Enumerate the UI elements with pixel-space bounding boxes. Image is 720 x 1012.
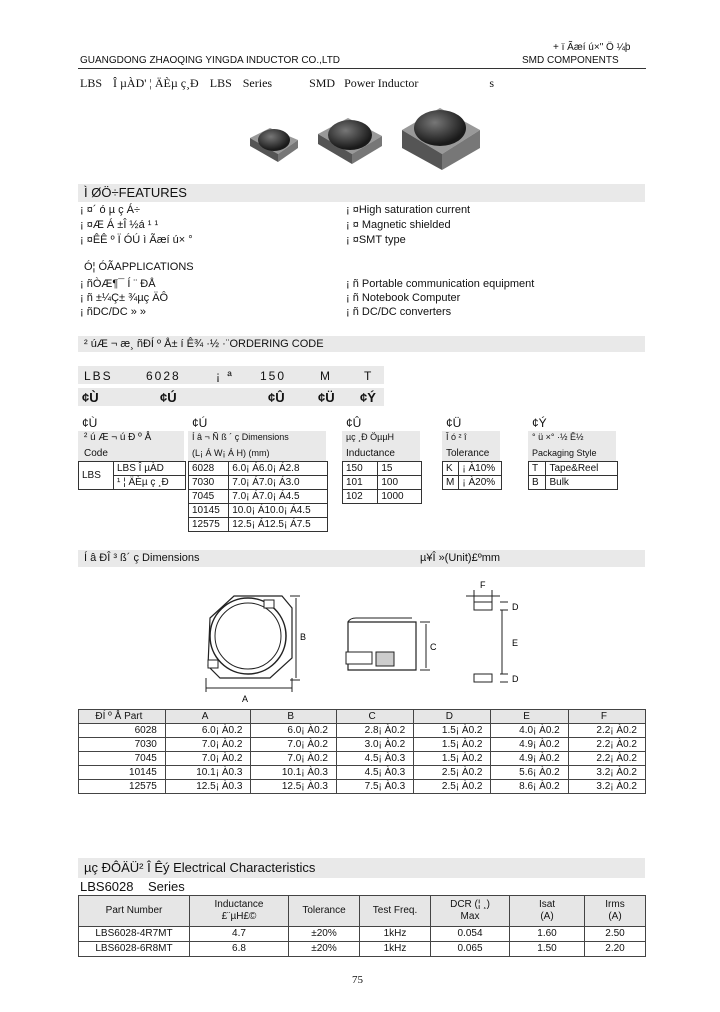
dim-header-part: ÐÍ º Å Part — [79, 710, 166, 724]
dim-cell: 2.2¡ À0.2 — [568, 724, 645, 738]
t5-code: B — [529, 476, 546, 490]
t1-sub: Code — [84, 448, 108, 459]
table-row — [79, 766, 646, 780]
t2-table — [188, 461, 328, 532]
dim-cell: 10145 — [79, 766, 166, 780]
dim-cell: 3.2¡ À0.2 — [568, 780, 645, 794]
ele-cell: LBS6028-6R8MT — [79, 942, 190, 957]
top-view — [206, 596, 300, 692]
ele-cell: 0.054 — [431, 927, 510, 942]
dim-header-b: B — [251, 710, 337, 724]
ele-header-tolerance: Tolerance — [289, 896, 360, 927]
dim-cell: 2.5¡ À0.2 — [414, 766, 491, 780]
dim-cell: 3.2¡ À0.2 — [568, 766, 645, 780]
category-label: SMD COMPONENTS — [522, 55, 619, 66]
features-heading: Ì ØÖ÷FEATURES — [84, 185, 187, 200]
dim-header-d: D — [414, 710, 491, 724]
t4-title: Î ó ² î — [446, 432, 467, 442]
table-row — [79, 752, 646, 766]
label-e: E — [512, 638, 519, 648]
t2-row — [189, 462, 328, 476]
dim-cell: 2.8¡ À0.2 — [336, 724, 413, 738]
app-right-1: ¡ ñ Portable communication equipment — [346, 278, 535, 290]
t4-value: ¡ À20% — [459, 476, 502, 490]
t1-desc1: LBS Î µÀD — [114, 462, 186, 476]
dim-header-a: A — [165, 710, 251, 724]
label-d-bottom: D — [512, 674, 519, 684]
t2-value: 7.0¡ Á7.0¡ Á3.0 — [229, 476, 328, 490]
app-left-2: ¡ ñ ±¼Ç± ¾µç ÄÔ — [80, 292, 169, 304]
table-row — [79, 738, 646, 752]
title-series-word: Series — [242, 76, 273, 90]
t2-value: 10.0¡ Á10.0¡ Á4.5 — [229, 504, 328, 518]
ele-cell: 1kHz — [360, 927, 431, 942]
dim-cell: 1.5¡ À0.2 — [414, 724, 491, 738]
electrical-header-row — [79, 896, 646, 927]
title-series: LBS — [209, 76, 232, 90]
dimension-drawing — [190, 578, 550, 708]
ele-cell: LBS6028-4R7MT — [79, 927, 190, 942]
code-mark-5: ¢Ý — [360, 390, 376, 405]
ele-cell: ±20% — [289, 927, 360, 942]
code-part-tolerance: M — [320, 369, 332, 383]
ele-cell: 6.8 — [190, 942, 289, 957]
dim-cell: 10.1¡ À0.3 — [251, 766, 337, 780]
ele-header-part: Part Number — [79, 896, 190, 927]
dim-cell: 7030 — [79, 738, 166, 752]
label-f: F — [480, 580, 486, 590]
dim-cell: 3.0¡ À0.2 — [336, 738, 413, 752]
dim-cell: 1.5¡ À0.2 — [414, 738, 491, 752]
t3-header — [342, 431, 420, 461]
t2-value: 7.0¡ Á7.0¡ Á4.5 — [229, 490, 328, 504]
t3-value: 100 — [378, 476, 422, 490]
dim-cell: 6.0¡ À0.2 — [251, 724, 337, 738]
dim-header-e: E — [491, 710, 568, 724]
ele-cell: 0.065 — [431, 942, 510, 957]
document-title — [80, 76, 494, 91]
dim-cell: 6.0¡ À0.2 — [165, 724, 251, 738]
page-number: 75 — [352, 974, 363, 986]
t2-row — [189, 504, 328, 518]
t4-code: K — [443, 462, 459, 476]
t5-title: ° ü ×° ·½ Ê½ — [532, 432, 584, 442]
t2-row — [189, 490, 328, 504]
t4-row — [443, 462, 502, 476]
t4-sub: Tolerance — [446, 448, 490, 459]
t5-header — [528, 431, 616, 461]
dim-cell: 7.0¡ À0.2 — [251, 738, 337, 752]
dim-cell: 6028 — [79, 724, 166, 738]
t4-header — [442, 431, 500, 461]
t4-code: M — [443, 476, 459, 490]
t5-code: T — [529, 462, 546, 476]
t5-row — [529, 462, 618, 476]
feature-left-1: ¡ ¤´ ó µ ç Á÷ — [80, 204, 141, 216]
code-part-packaging: T — [364, 369, 374, 383]
title-cn: Î µÀD' ¦ ÄÈµ ç¸Ð — [113, 76, 199, 90]
dim-cell: 4.5¡ À0.3 — [336, 752, 413, 766]
dim-cell: 7.0¡ À0.2 — [165, 752, 251, 766]
t3-code: 101 — [343, 476, 378, 490]
dim-cell: 4.0¡ À0.2 — [491, 724, 568, 738]
title-smd: SMD — [309, 76, 336, 90]
table-row — [79, 780, 646, 794]
code-part-series: LBS — [84, 369, 113, 383]
label-c: C — [430, 642, 437, 652]
feature-left-3: ¡ ¤ÊÊ º Ï ÓÚ ì Ãæí ú× ° — [80, 234, 193, 246]
code-part-dash: ¡ ª — [216, 369, 234, 383]
t3-row — [343, 462, 422, 476]
dim-cell: 1.5¡ À0.2 — [414, 752, 491, 766]
dimensions-heading-bar — [78, 550, 645, 567]
inductor-medium — [318, 118, 382, 164]
table-row — [79, 942, 646, 957]
ele-header-dcr: DCR (¦ ¸) Max — [431, 896, 510, 927]
header-rule — [78, 68, 646, 69]
ele-header-freq: Test Freq. — [360, 896, 431, 927]
t1-code: LBS — [79, 462, 114, 490]
app-left-1: ¡ ñÒÆ¶¯ Í ¨ ÐÅ — [80, 278, 156, 290]
t1-title: ² ú Æ ¬ ú Ð º Å — [84, 432, 152, 443]
t3-sub: Inductance — [346, 448, 395, 459]
label-a: A — [242, 694, 249, 704]
dimensions-table — [78, 709, 646, 794]
t4-table — [442, 461, 502, 490]
t1-desc2: ¹ ¦ ÄÈµ ç ¸Ð — [114, 476, 186, 490]
feature-right-1: ¡ ¤High saturation current — [346, 204, 471, 216]
feature-right-2: ¡ ¤ Magnetic shielded — [346, 219, 451, 231]
t3-mark: ¢Û — [346, 416, 362, 430]
t5-mark: ¢Ý — [532, 416, 547, 430]
title-code: LBS — [80, 76, 103, 90]
ele-cell: 4.7 — [190, 927, 289, 942]
applications-heading: Ó¦ ÓÃAPPLICATIONS — [84, 261, 194, 273]
series-title: LBS6028 Series — [80, 879, 185, 894]
side-view — [346, 618, 430, 670]
title-s: s — [489, 76, 495, 90]
footprint-view — [466, 590, 508, 682]
dim-cell: 12575 — [79, 780, 166, 794]
dim-cell: 7.0¡ À0.2 — [165, 738, 251, 752]
t1-mark: ¢Ù — [82, 416, 98, 430]
code-mark-1: ¢Ù — [82, 390, 99, 405]
table-row — [79, 724, 646, 738]
t3-value: 15 — [378, 462, 422, 476]
t2-title: Í â ¬ Ñ ß ´ ç Dimensions — [192, 432, 289, 442]
ordering-heading-bar — [78, 336, 645, 352]
t1-header — [78, 431, 184, 461]
t3-row — [343, 476, 422, 490]
feature-left-2: ¡ ¤Æ Á ±Î ½á ¹ ¹ — [80, 219, 159, 231]
t1-table — [78, 461, 186, 490]
dim-cell: 4.9¡ À0.2 — [491, 738, 568, 752]
t2-code: 7030 — [189, 476, 229, 490]
t2-value: 12.5¡ Á12.5¡ Á7.5 — [229, 518, 328, 532]
dim-cell: 5.6¡ À0.2 — [491, 766, 568, 780]
dim-cell: 2.2¡ À0.2 — [568, 738, 645, 752]
electrical-heading-bar — [78, 858, 645, 878]
code-mark-3: ¢Û — [268, 390, 285, 405]
title-desc: Power Inductor — [344, 76, 419, 90]
t2-sub: (L¡ Á W¡ Á H) (mm) — [192, 448, 270, 458]
inductor-small — [250, 128, 298, 162]
t2-mark: ¢Ú — [192, 416, 208, 430]
dim-cell: 7045 — [79, 752, 166, 766]
t2-header — [188, 431, 326, 461]
dim-cell: 10.1¡ À0.3 — [165, 766, 251, 780]
t3-row — [343, 490, 422, 504]
ele-cell: 1kHz — [360, 942, 431, 957]
ordering-mark-row — [78, 388, 384, 406]
dim-header-f: F — [568, 710, 645, 724]
dimensions-unit: µ¥Î »(Unit)£ºmm — [420, 552, 501, 564]
company-name: GUANGDONG ZHAOQING YINGDA INDUCTOR CO.,LTD — [80, 55, 341, 66]
t3-code: 150 — [343, 462, 378, 476]
t2-value: 6.0¡ Á6.0¡ Á2.8 — [229, 462, 328, 476]
t2-row — [189, 476, 328, 490]
ele-cell: ±20% — [289, 942, 360, 957]
electrical-table — [78, 895, 646, 957]
dimensions-header-row — [79, 710, 646, 724]
t5-table — [528, 461, 618, 490]
dim-cell: 8.6¡ À0.2 — [491, 780, 568, 794]
dim-cell: 4.5¡ À0.3 — [336, 766, 413, 780]
ele-header-inductance: Inductance £¨µH£© — [190, 896, 289, 927]
features-heading-bar — [78, 184, 645, 202]
t2-code: 10145 — [189, 504, 229, 518]
t4-mark: ¢Ü — [446, 416, 462, 430]
ele-cell: 2.50 — [585, 927, 646, 942]
ele-header-irms: Irms (A) — [585, 896, 646, 927]
t2-code: 7045 — [189, 490, 229, 504]
dim-cell: 12.5¡ À0.3 — [165, 780, 251, 794]
code-mark-2: ¢Ú — [160, 390, 177, 405]
label-b: B — [300, 632, 307, 642]
code-part-size: 6028 — [146, 369, 181, 383]
ele-header-isat: Isat (A) — [510, 896, 585, 927]
ordering-code-row — [78, 366, 384, 384]
ele-cell: 2.20 — [585, 942, 646, 957]
t5-row — [529, 476, 618, 490]
dim-cell: 2.2¡ À0.2 — [568, 752, 645, 766]
t3-table — [342, 461, 422, 504]
ordering-heading: ² úÆ ¬ æ¸ ñÐÍ º Å± í Ê¾ ·½ ·¨ORDERING CODE — [84, 338, 324, 350]
app-left-3: ¡ ñDC/DC » » — [80, 306, 147, 318]
table-row — [79, 927, 646, 942]
dim-header-c: C — [336, 710, 413, 724]
app-right-3: ¡ ñ DC/DC converters — [346, 306, 452, 318]
dim-cell: 4.9¡ À0.2 — [491, 752, 568, 766]
dim-cell: 7.0¡ À0.2 — [251, 752, 337, 766]
t3-title: µç ¸Ð ÖµµH — [346, 432, 395, 442]
t4-row — [443, 476, 502, 490]
t5-value: Bulk — [546, 476, 618, 490]
code-part-inductance: 150 — [260, 369, 287, 383]
right-top-text: + ï Ãæí ú×" Ö ¼þ — [553, 42, 631, 53]
t2-row — [189, 518, 328, 532]
t3-code: 102 — [343, 490, 378, 504]
app-right-2: ¡ ñ Notebook Computer — [346, 292, 461, 304]
electrical-heading: µç ÐÔÄÜ² Î Êý Electrical Characteristics — [84, 860, 316, 875]
label-d-top: D — [512, 602, 519, 612]
dimensions-heading: Í â ÐÎ ³ ß´ ç Dimensions — [84, 552, 200, 564]
t5-sub: Packaging Style — [532, 448, 597, 458]
code-mark-4: ¢Ü — [318, 390, 335, 405]
ele-cell: 1.50 — [510, 942, 585, 957]
feature-right-3: ¡ ¤SMT type — [346, 234, 406, 246]
ele-cell: 1.60 — [510, 927, 585, 942]
dim-cell: 7.5¡ À0.3 — [336, 780, 413, 794]
t4-value: ¡ À10% — [459, 462, 502, 476]
product-photo — [240, 100, 490, 175]
t2-code: 12575 — [189, 518, 229, 532]
inductor-large — [402, 108, 480, 170]
t5-value: Tape&Reel — [546, 462, 618, 476]
t2-code: 6028 — [189, 462, 229, 476]
t3-value: 1000 — [378, 490, 422, 504]
dim-cell: 2.5¡ À0.2 — [414, 780, 491, 794]
dim-cell: 12.5¡ À0.3 — [251, 780, 337, 794]
